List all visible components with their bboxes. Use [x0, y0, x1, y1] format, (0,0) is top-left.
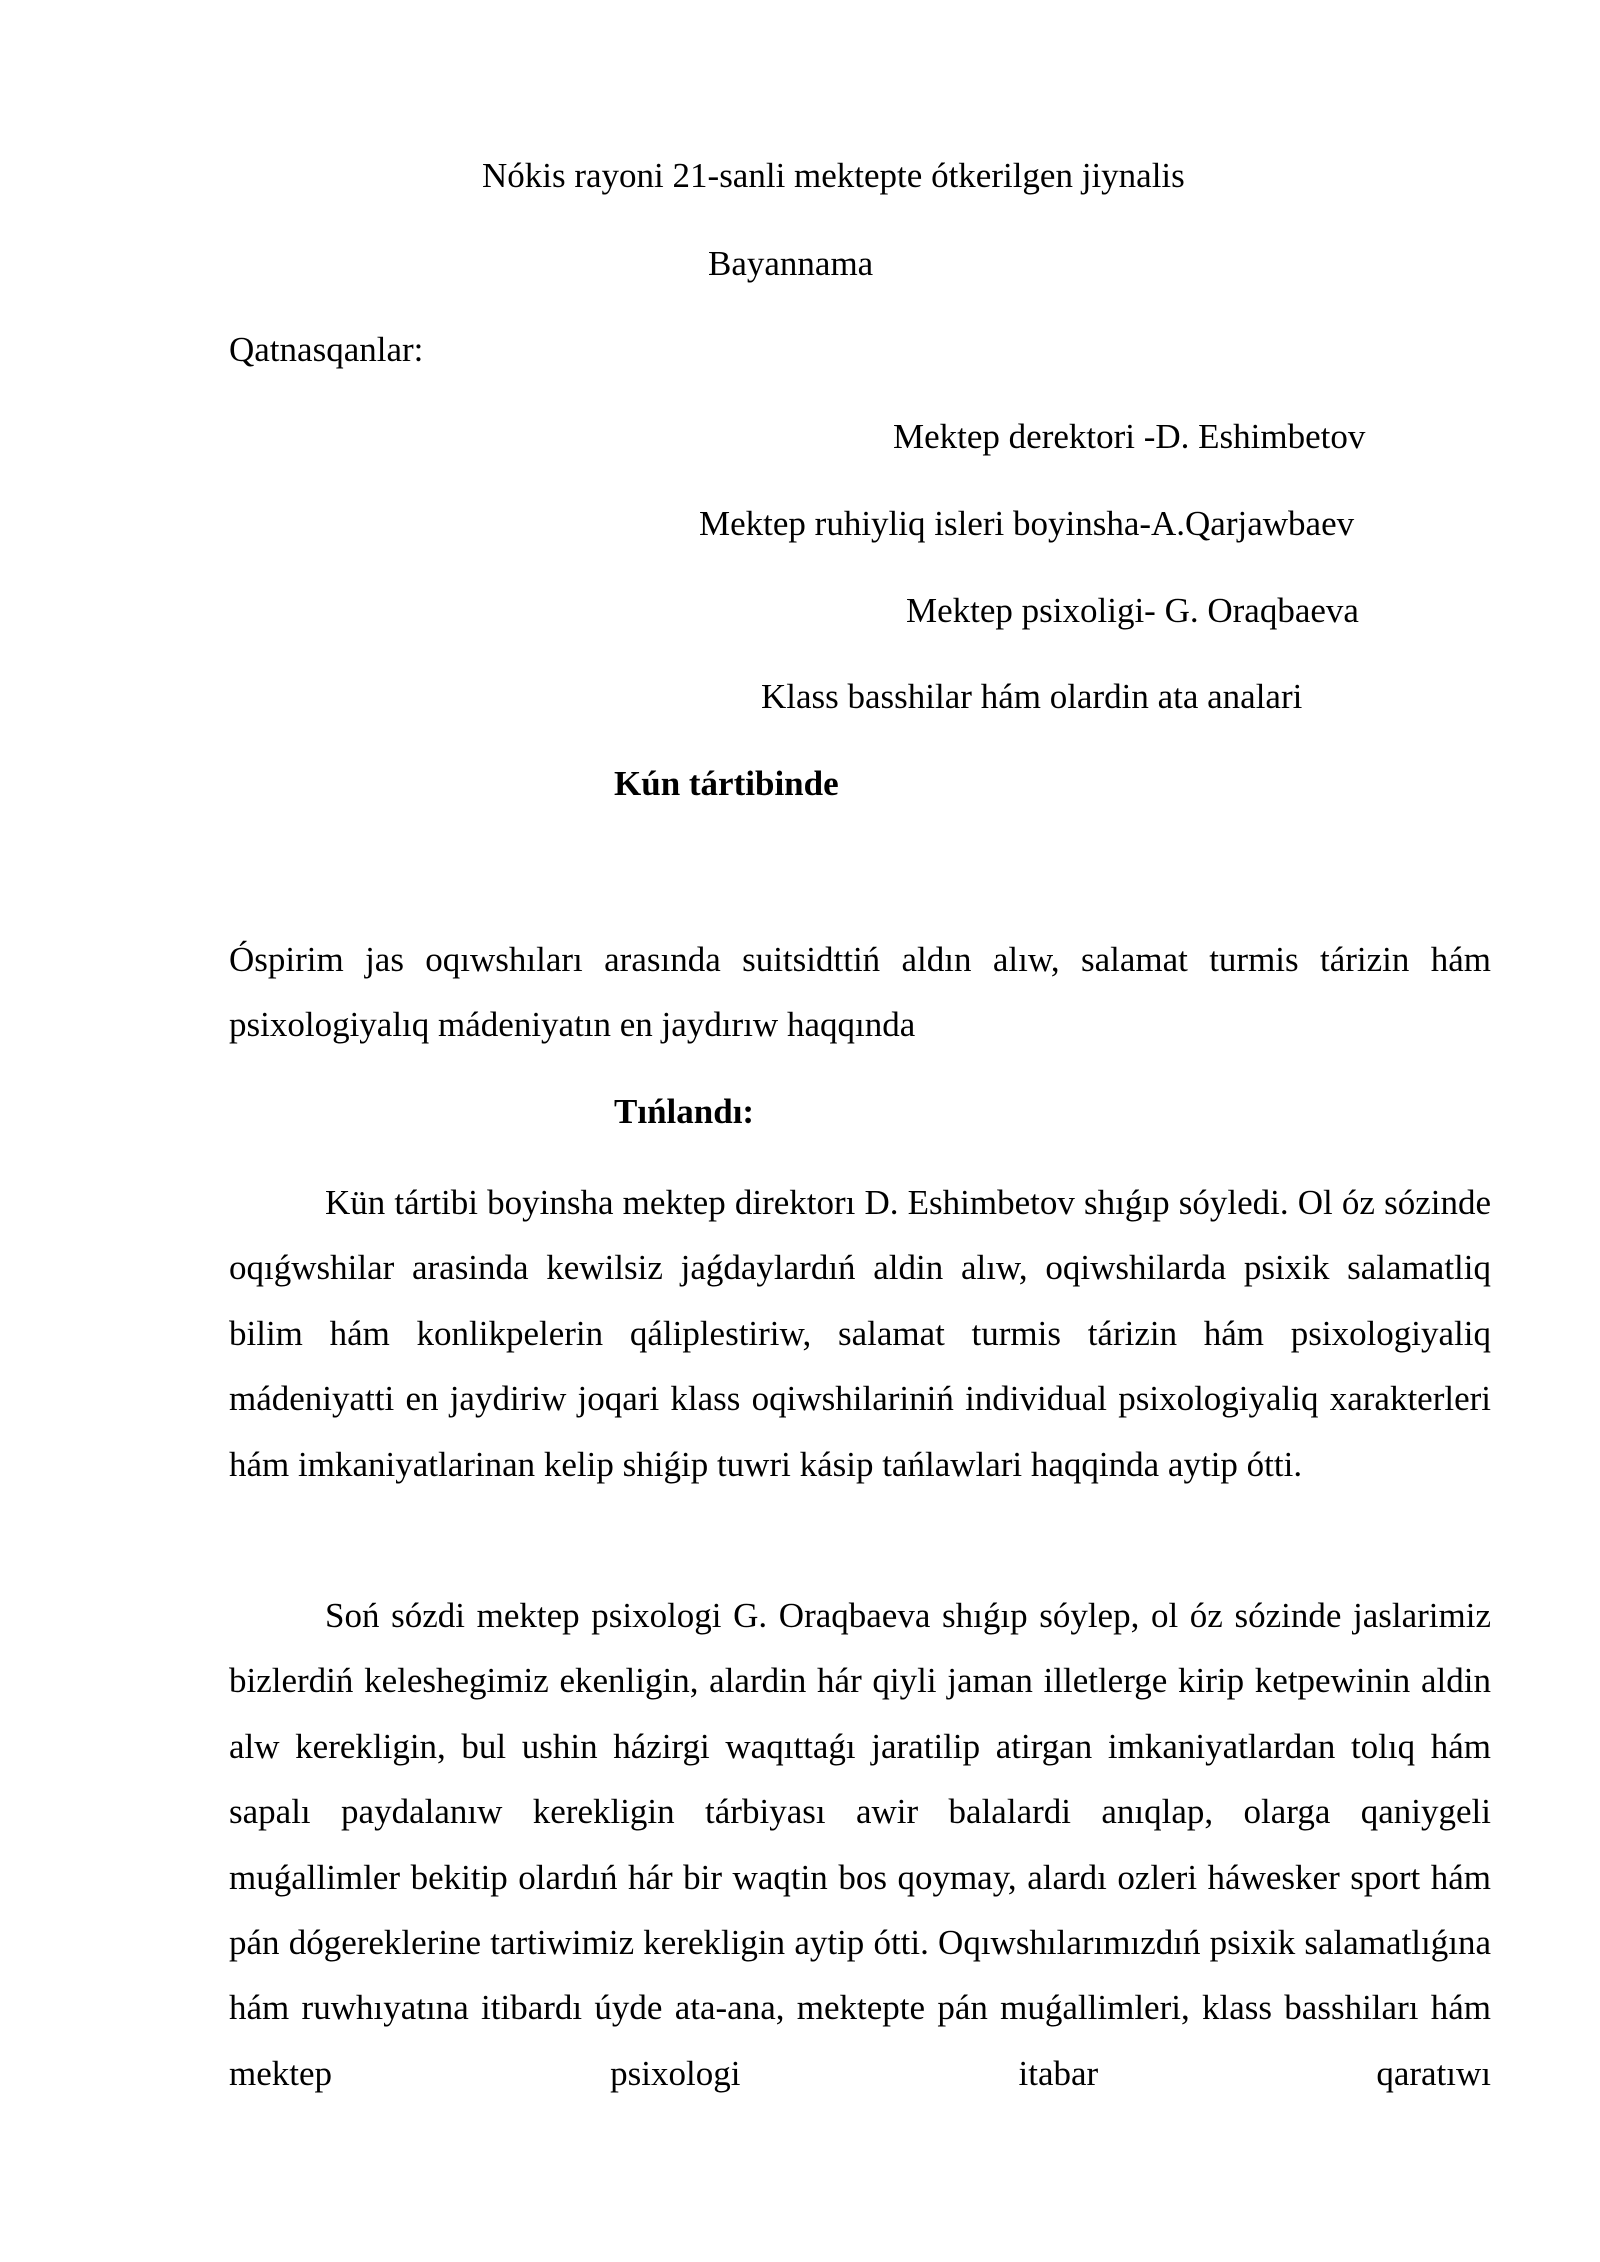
psychologist-speech-paragraph: Soń sózdi mektep psixologi G. Oraqbaeva shıǵıp sóylep, ol óz sózinde jaslarimiz bizlerdiń keleshegimiz ekenligin, alardin hár qiyli jaman illetlerge kirip ketpewinin aldin alw kerekligin, bul ushin házirgi waqıttaǵı jaratilip atirgan imkaniyatlardan tolıq hám sapalı paydalanıw kerekligin tárbiyası awir balalardi anıqlap, olarga qaniygeli muǵallimler bekitip olardıń hár bir waqtin bos qoymay, alardı ozleri háwesker sport hám pán dógereklerine tartiwimiz kerekligin aytip ótti. Oqıwshılarımızdıń psixik salamatlıǵına hám ruwhıyatına itibardı úyde ata-ana, mektepte pán muǵallimleri, klass basshiları hám mektep psixologi itabar qaratıwı: [229, 1596, 1491, 2093]
director-speech-paragraph: Kün tártibi boyinsha mektep direktorı D. Eshimbetov shıǵıp sóyledi. Ol óz sózinde oqıǵwshilar arasinda kewilsiz jaǵdaylardıń aldin alıw, oqiwshilarda psixik salamatliq bilim hám konlikpelerin qáliplestiriw, salamat turmis tárizin hám psixologiyaliq mádeniyatti en jaydiriw joqari klass oqiwshilariniń individual psixologiyaliq xarakterleri hám imkaniyatlarinan kelip shiǵip tuwri kásip tańlawlari haqqinda aytip ótti.: [229, 1183, 1491, 1484]
document-title: Nókis rayoni 21-sanli mektepte ótkerilgen jiynalis: [482, 156, 1185, 195]
participant-class-leaders: Klass basshilar hám olardin ata analari: [761, 677, 1303, 716]
participant-director: Mektep derektori -D. Eshimbetov: [893, 417, 1366, 456]
agenda-text: Óspirim jas oqıwshıları arasında suitsidttiń aldın alıw, salamat turmis tárizin hám psixologiyalıq mádeniyatın en jaydırıw haqqında: [229, 940, 1491, 1044]
participant-psychologist: Mektep psixoligi- G. Oraqbaeva: [906, 591, 1359, 630]
agenda-heading: Kún tártibinde: [614, 764, 839, 803]
document-subtitle: Bayannama: [708, 244, 874, 283]
listened-heading: Tıńlandı:: [614, 1092, 755, 1131]
participants-label: Qatnasqanlar:: [229, 330, 424, 369]
participant-spiritual-affairs: Mektep ruhiyliq isleri boyinsha-A.Qarjawbaev: [699, 504, 1355, 543]
